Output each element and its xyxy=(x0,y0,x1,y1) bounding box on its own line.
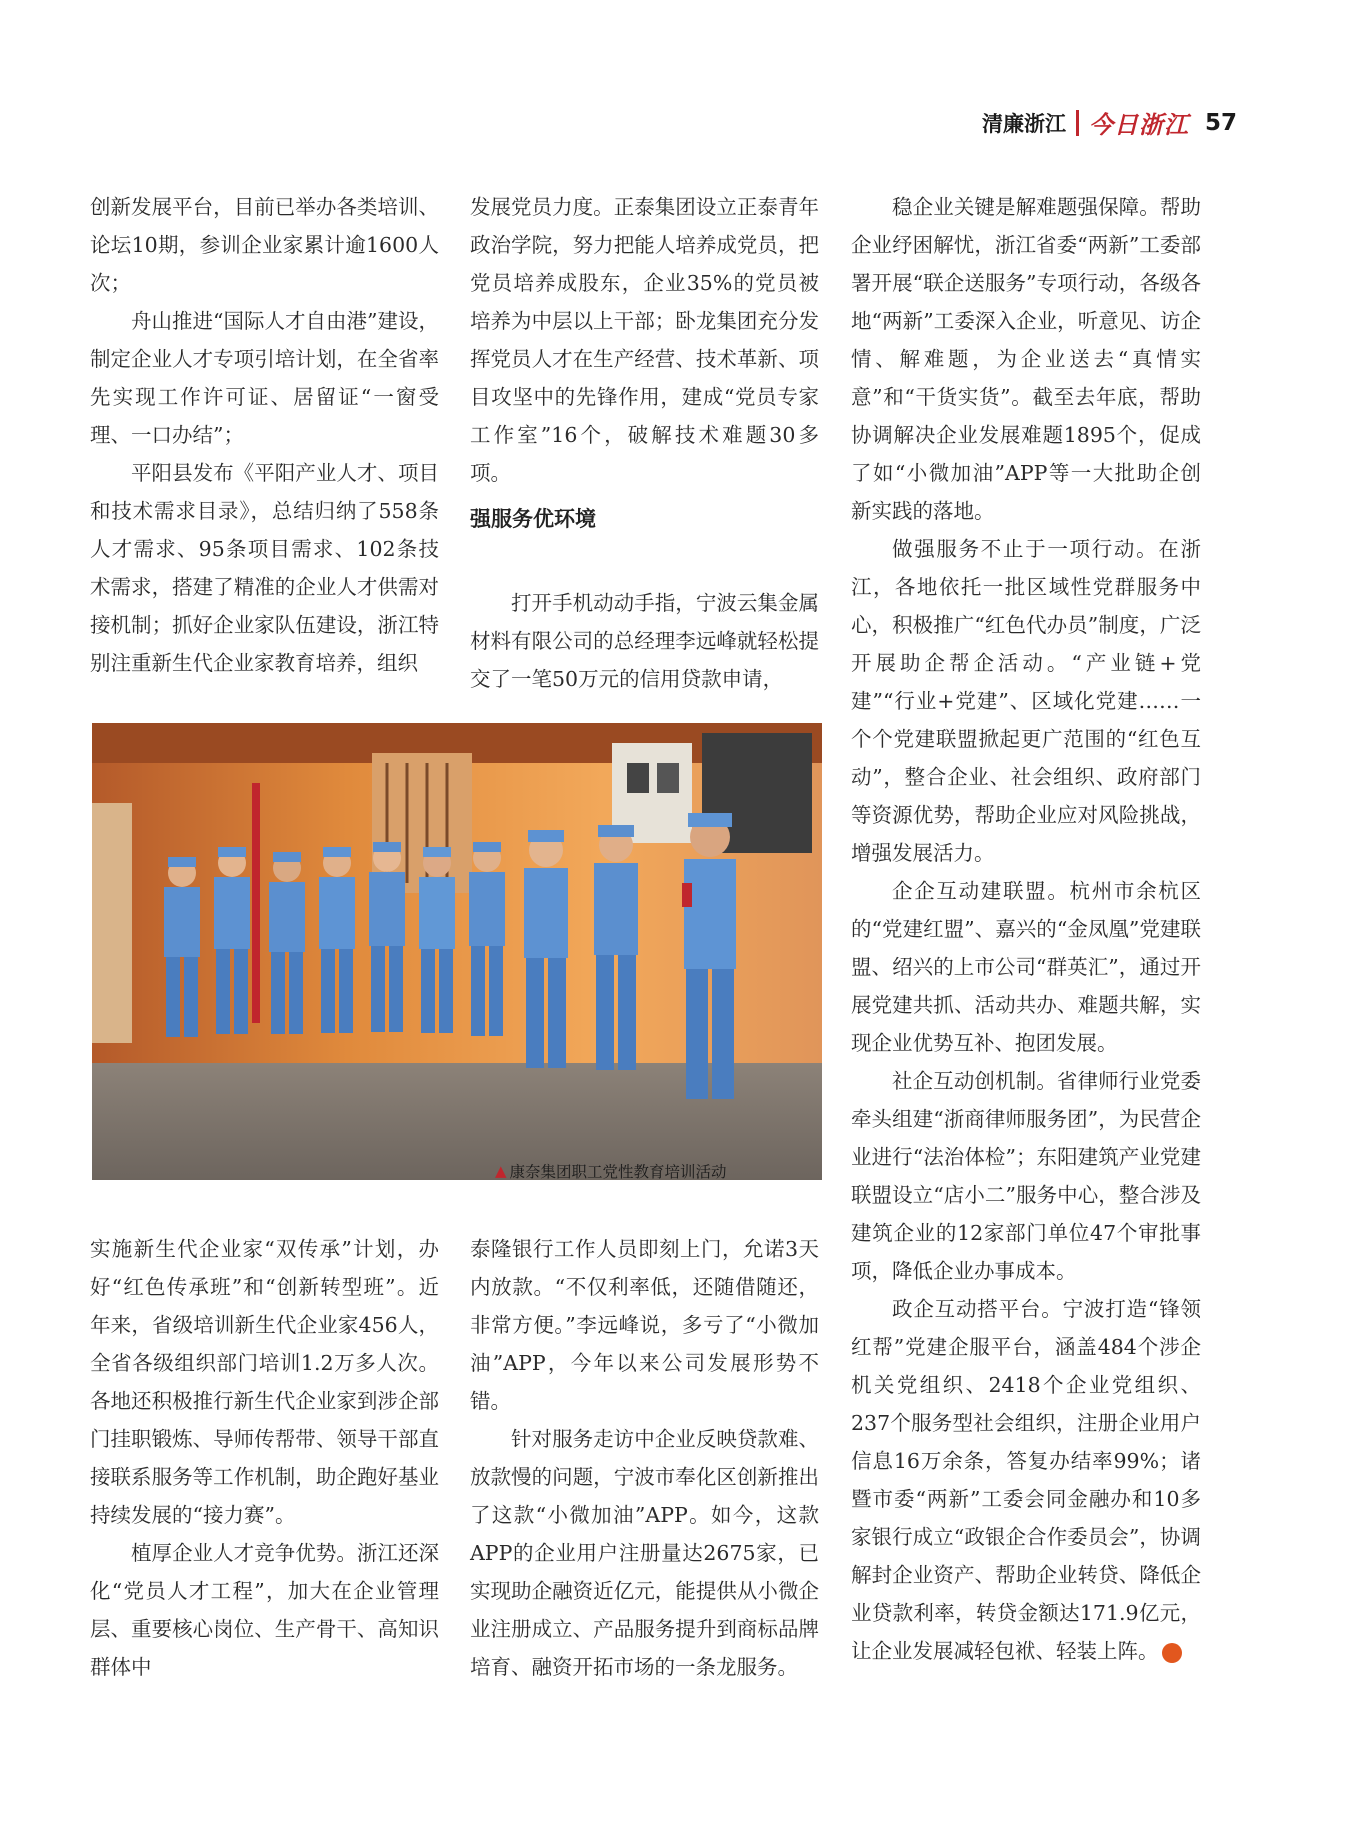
column-2-top xyxy=(470,188,819,492)
page-header xyxy=(982,105,1237,140)
paragraph: 泰隆银行工作人员即刻上门，允诺3天内放款。“不仅利率低，还随借随还，非常方便。”李远峰说，多亏了“小微加油”APP，今年以来公司发展形势不错。 xyxy=(470,1237,819,1413)
column-2-middle xyxy=(470,584,819,698)
paragraph: 植厚企业人才竞争优势。浙江还深化“党员人才工程”，加大在企业管理层、重要核心岗位、生产骨干、高知识群体中 xyxy=(90,1541,439,1679)
paragraph: 社企互动创机制。省律师行业党委牵头组建“浙商律师服务团”，为民营企业进行“法治体检”；东阳建筑产业党建联盟设立“店小二”服务中心，整合涉及建筑企业的12家部门单位47个审批事项，降低企业办事成本。 xyxy=(851,1069,1201,1283)
column-1-bottom xyxy=(90,1230,439,1686)
column-3 xyxy=(851,188,1201,1670)
paragraph: 平阳县发布《平阳产业人才、项目和技术需求目录》，总结归纳了558条人才需求、95条项目需求、102条技术需求，搭建了精准的企业人才供需对接机制；抓好企业家队伍建设，浙江特别注重新生代企业家教育培养，组织 xyxy=(90,461,439,675)
magazine-logo: 今日浙江 xyxy=(1088,110,1189,139)
section-heading: 强服务优环境 xyxy=(470,507,596,531)
paragraph: 发展党员力度。正泰集团设立正泰青年政治学院，努力把能人培养成党员，把党员培养成股东，企业35%的党员被培养为中层以上干部；卧龙集团充分发挥党员人才在生产经营、技术革新、项目攻坚中的先锋作用，建成“党员专家工作室”16个，破解技术难题30多项。 xyxy=(470,195,819,485)
column-1-top xyxy=(90,188,439,682)
paragraph-text: 政企互动搭平台。宁波打造“锋领红帮”党建企服平台，涵盖484个涉企机关党组织、2418个企业党组织、237个服务型社会组织，注册企业用户信息16万余条，答复办结率99%；诸暨市委“两新”工委会同金融办和10多家银行成立“政银企合作委员会”，协调解封企业资产、帮助企业转贷、降低企业贷款利率，转贷金额达171.9亿元，让企业发展减轻包袱、轻装上阵。 xyxy=(851,1297,1201,1663)
section-title: 清廉浙江 xyxy=(981,111,1066,136)
caption-marker-icon: ▲ xyxy=(495,1162,507,1180)
paragraph: 创新发展平台，目前已举办各类培训、论坛10期，参训企业家累计逾1600人次； xyxy=(90,195,439,295)
paragraph: 实施新生代企业家“双传承”计划，办好“红色传承班”和“创新转型班”。近年来，省级培训新生代企业家456人，全省各级组织部门培训1.2万多人次。各地还积极推行新生代企业家到涉企部门挂职锻炼、导师传帮带、领导干部直接联系服务等工作机制，助企跑好基业持续发展的“接力赛”。 xyxy=(90,1237,439,1527)
paragraph: 做强服务不止于一项行动。在浙江，各地依托一批区域性党群服务中心，积极推广“红色代办员”制度，广泛开展助企帮企活动。“产业链+党建”“行业+党建”、区域化党建……一个个党建联盟掀起更广范围的“红色互动”，整合企业、社会组织、政府部门等资源优势，帮助企业应对风险挑战，增强发展活力。 xyxy=(851,537,1201,865)
paragraph xyxy=(851,1290,1201,1670)
paragraph: 打开手机动动手指，宁波云集金属材料有限公司的总经理李远峰就轻松提交了一笔50万元的信用贷款申请， xyxy=(470,591,819,691)
caption-text: 康奈集团职工党性教育培训活动 xyxy=(509,1163,727,1181)
header-divider xyxy=(1076,110,1079,136)
end-mark-icon xyxy=(1162,1643,1182,1663)
paragraph: 企企互动建联盟。杭州市余杭区的“党建红盟”、嘉兴的“金凤凰”党建联盟、绍兴的上市公司“群英汇”，通过开展党建共抓、活动共办、难题共解，实现企业优势互补、抱团发展。 xyxy=(851,879,1201,1055)
article-photo xyxy=(92,723,822,1180)
paragraph: 针对服务走访中企业反映贷款难、放款慢的问题，宁波市奉化区创新推出了这款“小微加油”APP。如今，这款APP的企业用户注册量达2675家，已实现助企融资近亿元，能提供从小微企业注册成立、产品服务提升到商标品牌培育、融资开拓市场的一条龙服务。 xyxy=(470,1427,819,1679)
column-2-bottom xyxy=(470,1230,819,1686)
paragraph: 稳企业关键是解难题强保障。帮助企业纾困解忧，浙江省委“两新”工委部署开展“联企送服务”专项行动，各级各地“两新”工委深入企业，听意见、访企情、解难题，为企业送去“真情实意”和“干货实货”。截至去年底，帮助协调解决企业发展难题1895个，促成了如“小微加油”APP等一大批助企创新实践的落地。 xyxy=(851,195,1201,523)
page-number: 57 xyxy=(1204,109,1237,136)
photo-caption xyxy=(495,1160,727,1182)
paragraph: 舟山推进“国际人才自由港”建设，制定企业人才专项引培计划，在全省率先实现工作许可证、居留证“一窗受理、一口办结”； xyxy=(90,309,439,447)
